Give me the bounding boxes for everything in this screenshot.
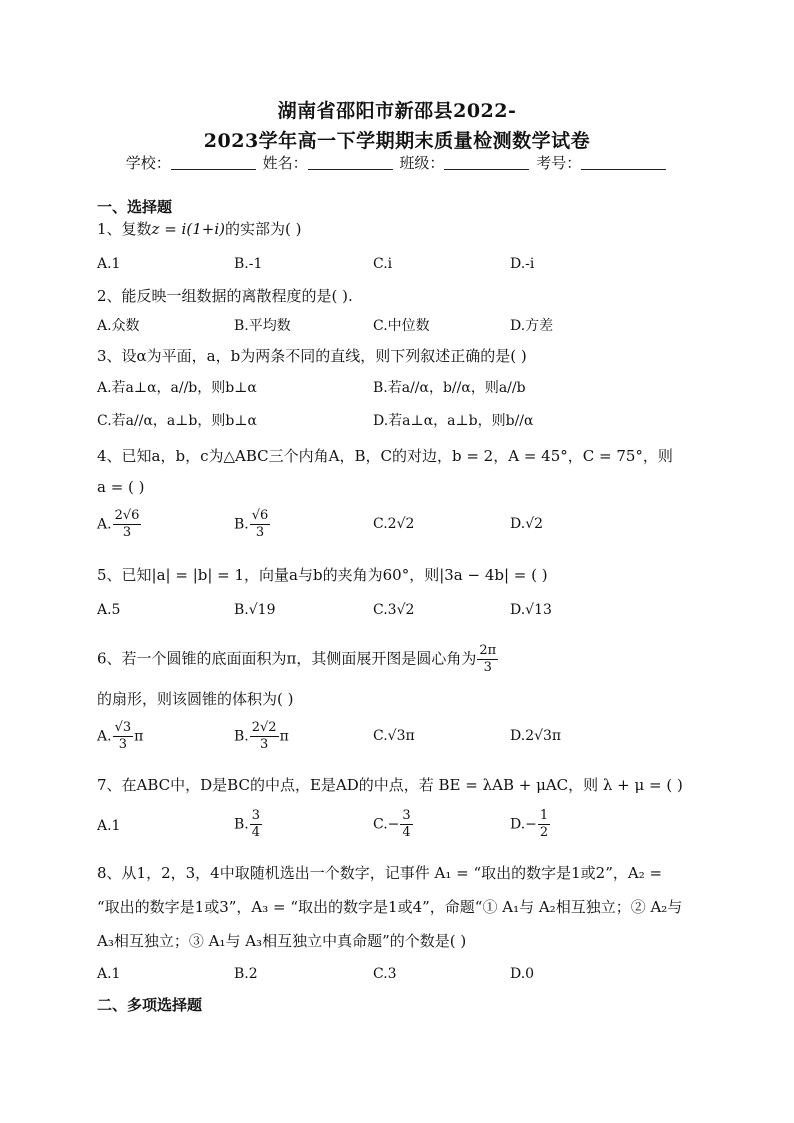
class-label: 班级：	[399, 154, 445, 172]
q4-option-b[interactable]: B. $\frac{√6}{3}$	[234, 508, 269, 540]
q7-option-a[interactable]: A.1	[97, 818, 121, 834]
question-6-cont: 的扇形，则该圆锥的体积为( )	[97, 690, 294, 708]
question-8-line-2: “取出的数字是1或3”，A₃ = “取出的数字是1或4”，命题“① A₁与 A₂相互独立；② A₂与	[97, 898, 683, 916]
q5-option-d[interactable]: D.√13	[510, 602, 552, 618]
number-blank[interactable]	[581, 155, 666, 170]
section-heading-single: 一、选择题	[97, 198, 173, 216]
q4-option-a[interactable]: A. $\frac{2√6}{3}$	[97, 508, 140, 540]
section-heading-multiple: 二、多项选择题	[97, 996, 203, 1014]
q4-option-d[interactable]: D.√2	[510, 516, 544, 532]
student-info	[0, 152, 794, 173]
q2-option-a[interactable]: A.众数	[97, 318, 140, 334]
school-blank[interactable]	[171, 155, 256, 170]
q7-option-c[interactable]: C.− $\frac{3}{4}$	[373, 808, 411, 840]
question-2: 2、能反映一组数据的离散程度的是( ).	[97, 287, 353, 305]
q1-option-a[interactable]: A.1	[97, 256, 121, 272]
school-label: 学校：	[125, 154, 171, 172]
question-4-cont: a = ( )	[97, 478, 145, 496]
question-8-line-3: A₃相互独立；③ A₁与 A₃相互独立中真命题”的个数是( )	[97, 932, 467, 950]
name-blank[interactable]	[308, 155, 393, 170]
q6-option-d[interactable]: D.2√3π	[510, 728, 562, 744]
q8-option-c[interactable]: C.3	[373, 966, 397, 982]
q5-option-a[interactable]: A.5	[97, 602, 121, 618]
q3-option-b[interactable]: B.若a//α，b//α，则a//b	[373, 380, 526, 396]
q4-option-c[interactable]: C.2√2	[373, 516, 415, 532]
q1-expression: z = i(1+i)	[151, 220, 225, 238]
q3-option-d[interactable]: D.若a⊥α，a⊥b，则b//α	[373, 413, 534, 429]
question-5: 5、已知|a| = |b| = 1，向量a与b的夹角为60°，则|3a − 4b| = ( )	[97, 566, 548, 584]
q1-option-c[interactable]: C.i	[373, 256, 393, 272]
q6-option-b[interactable]: B. $\frac{2√2}{3}$ π	[234, 720, 289, 752]
name-label: 姓名：	[262, 154, 308, 172]
class-blank[interactable]	[444, 155, 529, 170]
q2-option-d[interactable]: D.方差	[510, 318, 554, 334]
q6-option-c[interactable]: C.√3π	[373, 728, 415, 744]
q6-angle-fraction: $\frac{2\pi}{3}$	[479, 643, 497, 675]
q1-option-b[interactable]: B.-1	[234, 256, 263, 272]
q8-option-b[interactable]: B.2	[234, 966, 258, 982]
q3-option-a[interactable]: A.若a⊥α，a//b，则b⊥α	[97, 380, 257, 396]
q7-option-b[interactable]: B. $\frac{3}{4}$	[234, 808, 261, 840]
q1-option-d[interactable]: D.-i	[510, 256, 535, 272]
q5-option-b[interactable]: B.√19	[234, 602, 276, 618]
q7-option-d[interactable]: D.− $\frac{1}{2}$	[510, 808, 549, 840]
q5-option-c[interactable]: C.3√2	[373, 602, 415, 618]
q8-option-d[interactable]: D.0	[510, 966, 535, 982]
q2-option-c[interactable]: C.中位数	[373, 318, 430, 334]
question-4: 4、已知a，b，c为△ABC三个内角A，B，C的对边，b = 2，A = 45°，C = 75°，则	[97, 447, 673, 465]
number-label: 考号：	[536, 154, 582, 172]
title-line-1: 湖南省邵阳市新邵县2022-	[277, 100, 517, 122]
q2-option-b[interactable]: B.平均数	[234, 318, 291, 334]
question-7: 7、在ABC中，D是BC的中点，E是AD的中点，若 BE = λAB + μAC，则 λ + μ = ( )	[97, 776, 683, 794]
q8-option-a[interactable]: A.1	[97, 966, 121, 982]
title-line-2: 2023学年高一下学期期末质量检测数学试卷	[203, 130, 591, 152]
q3-option-c[interactable]: C.若a//α，a⊥b，则b⊥α	[97, 413, 257, 429]
question-1: 1、复数z = i(1+i)的实部为( )	[97, 220, 302, 238]
question-8-line-1: 8、从1，2，3，4中取随机选出一个数字，记事件 A₁ = “取出的数字是1或2”，A₂ =	[97, 864, 663, 882]
q6-option-a[interactable]: A. $\frac{√3}{3}$ π	[97, 720, 144, 752]
question-3: 3、设α为平面，a，b为两条不同的直线，则下列叙述正确的是( )	[97, 347, 527, 365]
question-6: 6、若一个圆锥的底面面积为π，其侧面展开图是圆心角为 $\frac{2\pi}{3}$	[97, 643, 497, 675]
